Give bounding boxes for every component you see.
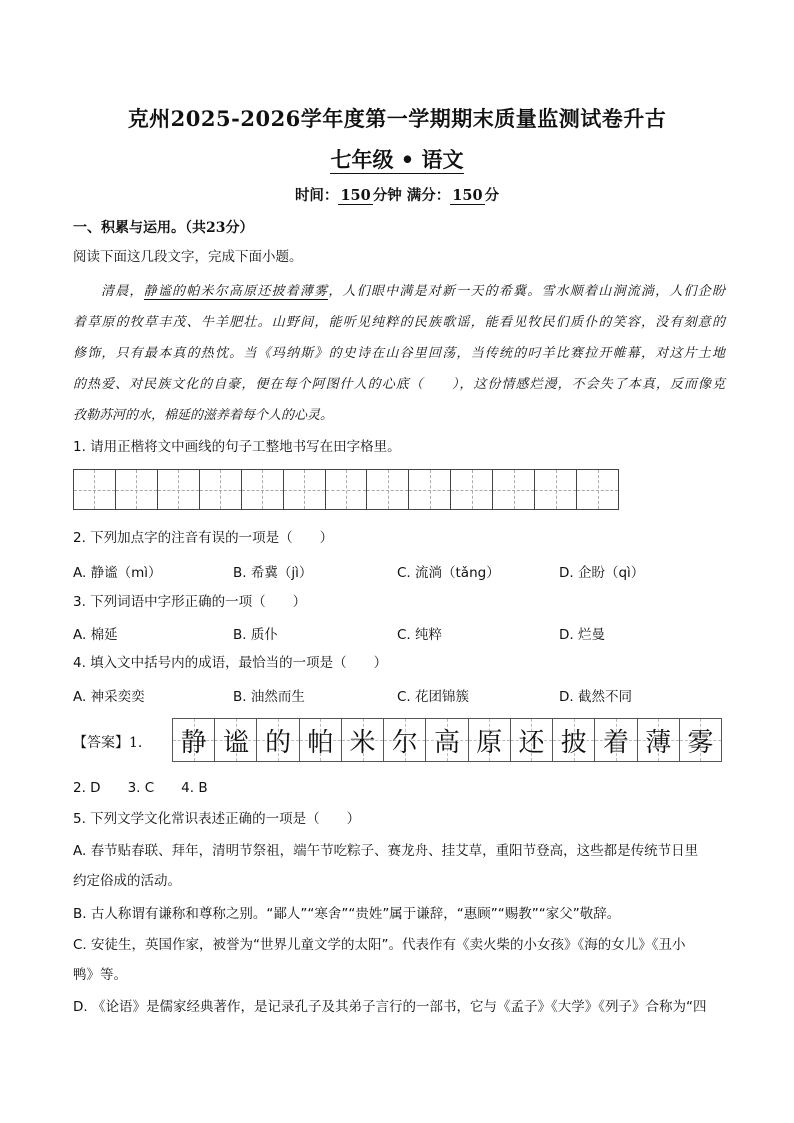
- passage-line: 的热爱、对民族文化的自豪，便在每个阿图什人的心底（ ），这份情感烂漫，不会失了本真，反而像克: [73, 377, 725, 392]
- answer-cell: [300, 719, 342, 761]
- answer-char: 尔: [391, 727, 418, 758]
- answer-char: 的: [265, 727, 292, 758]
- passage-line: [73, 282, 725, 302]
- score-value: 150: [452, 187, 483, 204]
- answer-char: 高: [434, 727, 461, 758]
- writing-grid[interactable]: [73, 469, 619, 510]
- answer-char: 静: [180, 727, 207, 758]
- answers-2-4: 2. D 3. C 4. B: [73, 780, 208, 796]
- answer-cell: [215, 719, 257, 761]
- answer-char: 雾: [687, 727, 714, 758]
- passage-line: 孜勒苏河的水，棉延的滋养着每个人的心灵。: [73, 408, 334, 423]
- grid-cell[interactable]: [74, 470, 116, 509]
- answer-char: 还: [518, 727, 545, 758]
- grid-cell[interactable]: [535, 470, 577, 509]
- answer-cell: [384, 719, 426, 761]
- grid-cell[interactable]: [284, 470, 326, 509]
- passage-line: 修饰，只有最本真的热忱。当《玛纳斯》的史诗在山谷里回荡，当传统的叼羊比赛拉开帷幕，对这片土地: [73, 346, 725, 361]
- answer-char: 薄: [645, 727, 672, 758]
- q4-option-a[interactable]: A. 神采奕奕: [73, 689, 145, 705]
- q2-option-a[interactable]: A. 静谧（mì）: [73, 565, 162, 581]
- q4-option-d[interactable]: D. 截然不同: [559, 689, 632, 705]
- q3-option-d[interactable]: D. 烂曼: [559, 627, 605, 643]
- q5-option-a[interactable]: A. 春节贴春联、拜年，清明节祭祖，端午节吃粽子、赛龙舟、挂艾草，重阳节登高，这些都是传统节日里: [73, 843, 699, 859]
- page-title: 克州2025-2026学年度第一学期期末质量监测试卷升古: [127, 106, 667, 131]
- passage-text: 清晨，: [101, 284, 144, 299]
- q4-option-b[interactable]: B. 油然而生: [233, 689, 305, 705]
- grid-cell[interactable]: [451, 470, 493, 509]
- section-heading: 一、积累与运用。（共23分）: [73, 220, 254, 236]
- passage-line: 着草原的牧草丰茂、牛羊肥壮。山野间，能听见纯粹的民族歌谣，能看见牧民们质仆的笑容，没有刻意的: [73, 315, 725, 330]
- answer-cell: [426, 719, 468, 761]
- q2-option-c[interactable]: C. 流淌（tǎng）: [397, 565, 500, 581]
- passage-text: ，人们眼中满是对新一天的希冀。雪水顺着山涧流淌，人们企盼: [328, 284, 725, 299]
- answer-cell: [257, 719, 299, 761]
- time-unit: 分钟: [372, 187, 402, 204]
- answer-char: 原: [476, 727, 503, 758]
- answer-cell: [469, 719, 511, 761]
- answer-char: 谧: [222, 727, 249, 758]
- grid-cell[interactable]: [493, 470, 535, 509]
- section-instruction: 阅读下面这几段文字，完成下面小题。: [73, 249, 303, 265]
- question-2: 2. 下列加点字的注音有误的一项是（ ）: [73, 530, 334, 546]
- score-label: 满分：: [406, 187, 451, 204]
- q5-option-d[interactable]: D. 《论语》是儒家经典著作，是记录孔子及其弟子言行的一部书，它与《孟子》《大学》《列子》合称为“四: [73, 999, 707, 1015]
- question-4: 4. 填入文中括号内的成语，最恰当的一项是（ ）: [73, 655, 388, 671]
- subject-label: 七年级 • 语文: [330, 147, 464, 172]
- underlined-sentence: 静谧的帕米尔高原还披着薄雾: [143, 284, 329, 299]
- time-value: 150: [340, 187, 371, 204]
- answer-cell: [511, 719, 553, 761]
- exam-meta: [0, 184, 794, 205]
- grid-cell[interactable]: [326, 470, 368, 509]
- answer-cell: [638, 719, 680, 761]
- answer-label: 【答案】1.: [73, 735, 143, 751]
- question-3: 3. 下列词语中字形正确的一项（ ）: [73, 594, 307, 610]
- q2-option-b[interactable]: B. 希冀（jì）: [233, 565, 313, 581]
- q5-option-b[interactable]: B. 古人称谓有谦称和尊称之别。“鄙人”“寒舍”“贵姓”属于谦辞，“惠顾”“赐教”“家父”敬辞。: [73, 906, 621, 922]
- grid-cell[interactable]: [409, 470, 451, 509]
- answer-cell: [553, 719, 595, 761]
- grid-cell[interactable]: [367, 470, 409, 509]
- answer-cell: [680, 719, 721, 761]
- question-5: 5. 下列文学文化常识表述正确的一项是（ ）: [73, 811, 361, 827]
- grid-cell[interactable]: [577, 470, 618, 509]
- q3-option-a[interactable]: A. 棉延: [73, 627, 118, 643]
- answer-char: 披: [560, 727, 587, 758]
- grid-cell[interactable]: [158, 470, 200, 509]
- question-1: 1. 请用正楷将文中画线的句子工整地书写在田字格里。: [73, 439, 401, 455]
- grid-cell[interactable]: [200, 470, 242, 509]
- answer-char: 帕: [307, 727, 334, 758]
- answer-cell: [342, 719, 384, 761]
- q2-option-d[interactable]: D. 企盼（qì）: [559, 565, 645, 581]
- q5-option-a-cont[interactable]: 约定俗成的活动。: [73, 873, 181, 889]
- grid-cell[interactable]: [116, 470, 158, 509]
- time-label: 时间：: [294, 187, 339, 204]
- grid-cell[interactable]: [242, 470, 284, 509]
- score-unit: 分: [484, 187, 500, 204]
- answer-grid: [172, 718, 722, 762]
- answer-char: 着: [602, 727, 629, 758]
- q3-option-c[interactable]: C. 纯粹: [397, 627, 443, 643]
- answer-cell: [173, 719, 215, 761]
- q5-option-c-cont[interactable]: 鸭》等。: [73, 967, 127, 983]
- q4-option-c[interactable]: C. 花团锦簇: [397, 689, 470, 705]
- q5-option-c[interactable]: C. 安徒生，英国作家，被誉为“世界儿童文学的太阳”。代表作有《卖火柴的小女孩》《海的女儿》《丑小: [73, 937, 686, 953]
- answer-cell: [595, 719, 637, 761]
- answer-char: 米: [349, 727, 376, 758]
- page-subtitle: [0, 144, 794, 174]
- q3-option-b[interactable]: B. 质仆: [233, 627, 278, 643]
